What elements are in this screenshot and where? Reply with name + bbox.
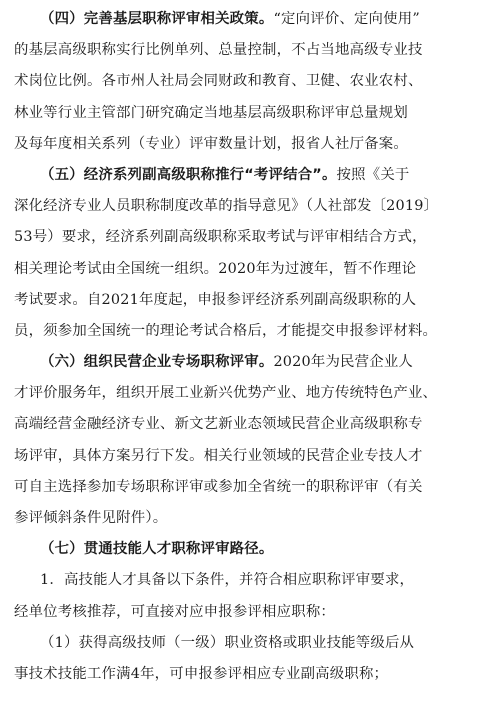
line-text: 场评审，具体方案另行下发。相关行业领域的民营企业专技人才 — [14, 447, 423, 464]
paragraph-6-line-1 — [14, 347, 487, 378]
section-5-heading: （五）经济系列副高级职称推行“考评结合”。 — [40, 166, 337, 183]
line-text: 深化经济专业人员职称制度改革的指导意见》（人社部发〔2019〕 — [14, 198, 439, 215]
paragraph-5-line-5 — [14, 285, 487, 316]
line-text: 术岗位比例。各市州人社局会同财政和教育、卫健、农业农村、 — [14, 73, 423, 90]
sub-item-1-line-1 — [14, 628, 487, 659]
item-1-line-1 — [14, 565, 487, 596]
paragraph-4-line-1 — [14, 4, 487, 35]
item-1-line-2 — [14, 597, 487, 628]
line-text: 林业等行业主管部门研究确定当地基层高级职称评审总量规划 — [14, 104, 408, 121]
section-4-heading: （四）完善基层职称评审相关政策。 — [40, 11, 274, 27]
paragraph-4-line-5 — [14, 129, 487, 160]
paragraph-4-line-4 — [14, 98, 487, 129]
line-text: “定向评价、定向使用” — [273, 11, 420, 27]
paragraph-5-line-3 — [14, 222, 487, 253]
section-6-heading: （六）组织民营企业专场职称评审。 — [40, 354, 274, 371]
paragraph-6-line-4 — [14, 441, 487, 472]
line-text: （1）获得高级技师（一级）职业资格或职业技能等级后从 — [40, 634, 415, 651]
line-text: 高端经营金融经济专业、新文艺新业态领域民营企业高级职称专 — [14, 416, 423, 433]
line-text: 才评价服务年，组织开展工业新兴优势产业、地方传统特色产业、 — [14, 385, 438, 402]
line-text: 经单位考核推荐，可直接对应申报参评相应职称： — [14, 603, 335, 620]
paragraph-7-heading-line — [14, 534, 487, 565]
line-text: 事技术技能工作满4年，可申报参评相应专业副高级职称； — [14, 665, 389, 682]
paragraph-5-line-6 — [14, 316, 487, 347]
line-text: 按照《关于 — [336, 166, 410, 183]
line-text: 参评倾斜条件见附件）。 — [14, 510, 168, 526]
paragraph-6-line-5 — [14, 472, 487, 503]
line-text: 员，须参加全国统一的理论考试合格后，才能提交申报参评材料。 — [14, 322, 438, 339]
line-text: 的基层高级职称实行比例单列、总量控制，不占当地高级专业技 — [14, 42, 423, 59]
paragraph-6-line-3 — [14, 409, 487, 440]
line-text: 考试要求。自2021年度起，申报参评经济系列副高级职称的人 — [14, 291, 417, 308]
line-text: 2020年为民营企业人 — [273, 354, 414, 371]
paragraph-6-line-2 — [14, 378, 487, 409]
section-7-heading: （七）贯通技能人才职称评审路径。 — [40, 541, 274, 558]
line-text: 1．高技能人才具备以下条件，并符合相应职称评审要求， — [40, 572, 415, 589]
line-text: 可自主选择参加专场职称评审或参加全省统一的职称评审（有关 — [14, 478, 423, 495]
line-text: 及每年度相关系列（专业）评审数量计划，报省人社厅备案。 — [14, 135, 408, 152]
paragraph-6-line-6 — [14, 503, 487, 534]
paragraph-5-line-2 — [14, 191, 487, 222]
paragraph-4-line-3 — [14, 66, 487, 97]
line-text: 53号）要求，经济系列副高级职称采取考试与评审相结合方式， — [14, 229, 427, 246]
paragraph-5-line-4 — [14, 254, 487, 285]
paragraph-5-line-1 — [14, 160, 487, 191]
line-text: 相关理论考试由全国统一组织。2020年为过渡年，暂不作理论 — [14, 260, 417, 277]
sub-item-1-line-2 — [14, 659, 487, 690]
paragraph-4-line-2 — [14, 35, 487, 66]
